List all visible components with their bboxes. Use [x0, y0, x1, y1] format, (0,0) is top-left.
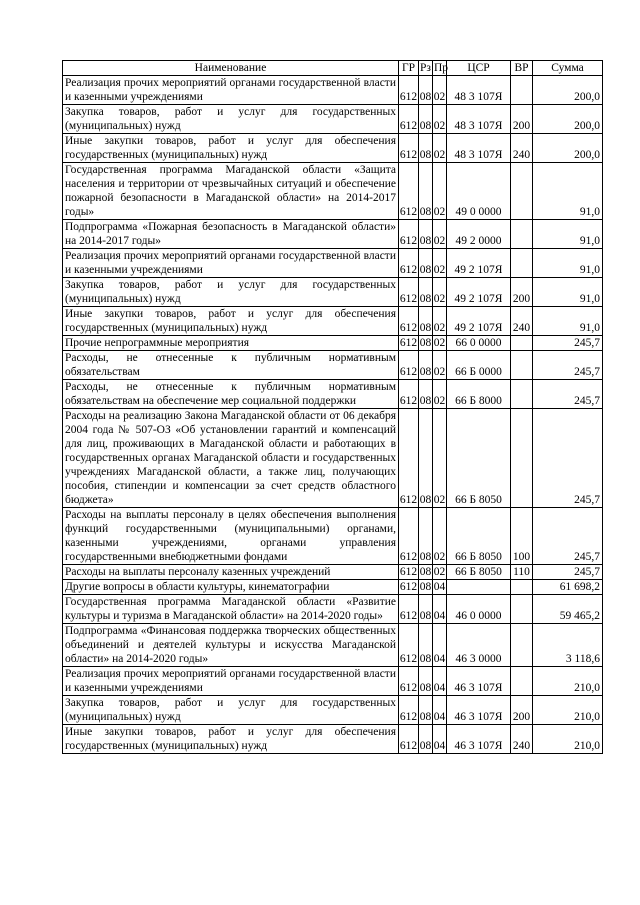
- cell-gr: 612: [399, 163, 419, 220]
- cell-pr: 02: [433, 76, 447, 105]
- cell-pr: 02: [433, 249, 447, 278]
- document-page: [62, 60, 602, 754]
- cell-csr: 48 3 107Я: [447, 76, 511, 105]
- cell-vr: 240: [511, 134, 533, 163]
- cell-vr: 240: [511, 307, 533, 336]
- cell-pr: 02: [433, 220, 447, 249]
- cell-vr: [511, 624, 533, 667]
- table-row: [63, 336, 603, 351]
- cell-pr: 02: [433, 337, 446, 349]
- cell-gr: 612: [399, 725, 419, 754]
- table-row: [63, 307, 603, 336]
- cell-sum: 3 118,6: [533, 624, 603, 667]
- cell-gr: 612: [399, 249, 419, 278]
- table-row: [63, 249, 603, 278]
- cell-vr: 110: [511, 565, 533, 580]
- cell-csr: 66 Б 0000: [447, 351, 511, 380]
- cell-name: Расходы, не отнесенные к публичным нормативным обязательствам на обеспечение мер социальной поддержки: [63, 380, 399, 409]
- cell-gr: 612: [399, 76, 419, 105]
- table-row: [63, 508, 603, 565]
- cell-name: Расходы на выплаты персоналу казенных учреждений: [63, 565, 399, 580]
- table-row: [63, 134, 603, 163]
- cell-pr: 02: [433, 105, 447, 134]
- cell-csr: 49 2 107Я: [447, 307, 511, 336]
- cell-name: Расходы, не отнесенные к публичным нормативным обязательствам: [63, 351, 399, 380]
- cell-name: Иные закупки товаров, работ и услуг для обеспечения государственных (муниципальных) нужд: [63, 134, 399, 163]
- cell-csr: 46 3 0000: [447, 624, 511, 667]
- cell-vr: [511, 667, 533, 696]
- cell-rz: 08: [419, 409, 433, 508]
- cell-rz: 08: [419, 595, 433, 624]
- cell-csr: 48 3 107Я: [447, 134, 511, 163]
- cell-gr: 612: [399, 624, 419, 667]
- cell-sum: 245,7: [533, 380, 603, 409]
- cell-pr: 04: [433, 696, 447, 725]
- table-row: [63, 725, 603, 754]
- cell-gr: 612: [399, 105, 419, 134]
- cell-sum: 91,0: [533, 278, 603, 307]
- cell-vr: [511, 76, 533, 105]
- cell-csr: 66 Б 8050: [447, 565, 511, 580]
- cell-sum: 210,0: [533, 725, 603, 754]
- cell-csr: 49 2 107Я: [447, 278, 511, 307]
- cell-pr: 02: [433, 351, 447, 380]
- cell-sum: 91,0: [533, 220, 603, 249]
- cell-gr: 612: [399, 220, 419, 249]
- table-row: [63, 409, 603, 508]
- cell-rz: 08: [419, 380, 433, 409]
- cell-vr: [511, 163, 533, 220]
- cell-vr: 240: [511, 725, 533, 754]
- cell-rz: 08: [419, 696, 433, 725]
- cell-rz: 08: [419, 163, 433, 220]
- cell-name: Закупка товаров, работ и услуг для государственных (муниципальных) нужд: [63, 278, 399, 307]
- cell-csr: 46 3 107Я: [447, 725, 511, 754]
- cell-rz: 08: [419, 351, 433, 380]
- cell-gr: 612: [399, 351, 419, 380]
- table-row: [63, 580, 603, 595]
- cell-gr: 612: [399, 508, 419, 565]
- cell-rz: 08: [419, 134, 433, 163]
- cell-csr: 49 0 0000: [447, 163, 511, 220]
- cell-sum: 200,0: [533, 134, 603, 163]
- cell-pr: 02: [433, 307, 447, 336]
- table-body: [63, 76, 603, 754]
- cell-sum: 245,7: [533, 565, 603, 580]
- cell-name: Реализация прочих мероприятий органами государственной власти и казенными учреждениями: [63, 667, 399, 696]
- cell-pr: 04: [433, 624, 447, 667]
- cell-pr: 02: [433, 134, 447, 163]
- cell-name: Подпрограмма «Финансовая поддержка творческих общественных объединений и деятелей культуры и искусства Магаданской области» на 2014-2020 годы»: [63, 624, 399, 667]
- cell-rz: 08: [419, 76, 433, 105]
- cell-sum: 210,0: [533, 696, 603, 725]
- cell-name: Государственная программа Магаданской области «Развитие культуры и туризма в Магаданской области» на 2014-2020 годы»: [63, 595, 399, 624]
- cell-gr: 612: [399, 696, 419, 725]
- cell-sum: 61 698,2: [533, 580, 603, 595]
- cell-csr: 46 3 107Я: [447, 696, 511, 725]
- table-row: [63, 163, 603, 220]
- cell-vr: [511, 351, 533, 380]
- cell-pr: 02: [433, 409, 447, 508]
- cell-sum: 200,0: [533, 105, 603, 134]
- cell-gr: 612: [399, 337, 418, 349]
- cell-csr: 49 2 107Я: [447, 249, 511, 278]
- cell-sum: 210,0: [533, 667, 603, 696]
- cell-csr: 66 0 0000: [447, 336, 511, 351]
- cell-vr: 200: [511, 696, 533, 725]
- cell-name: Реализация прочих мероприятий органами государственной власти и казенными учреждениями: [63, 76, 399, 105]
- cell-sum: 245,7: [533, 336, 603, 351]
- table-row: [63, 667, 603, 696]
- cell-sum: 91,0: [533, 307, 603, 336]
- header-name: Наименование: [63, 61, 399, 76]
- header-rz: Рз: [420, 62, 431, 74]
- cell-rz: 08: [419, 278, 433, 307]
- cell-vr: 200: [511, 278, 533, 307]
- cell-sum: 245,7: [533, 351, 603, 380]
- table-row: [63, 696, 603, 725]
- table-header-row: [63, 61, 603, 76]
- header-vr: ВР: [511, 61, 533, 76]
- cell-vr: [511, 580, 533, 595]
- cell-pr: 04: [433, 725, 447, 754]
- cell-pr: 04: [433, 595, 447, 624]
- cell-name: Другие вопросы в области культуры, кинематографии: [63, 580, 399, 595]
- header-csr: ЦСР: [447, 61, 511, 76]
- cell-rz: 08: [419, 220, 433, 249]
- cell-name: Иные закупки товаров, работ и услуг для обеспечения государственных (муниципальных) нужд: [63, 725, 399, 754]
- table-row: [63, 565, 603, 580]
- cell-vr: [511, 336, 533, 351]
- cell-name: Реализация прочих мероприятий органами государственной власти и казенными учреждениями: [63, 249, 399, 278]
- cell-gr: 612: [399, 581, 418, 593]
- cell-name: Расходы на выплаты персоналу в целях обеспечения выполнения функций государственными (муниципальными) органами, казенными учреждениями, органами управления государственными внебюджетными фондами: [63, 508, 399, 565]
- cell-name: Подпрограмма «Пожарная безопасность в Магаданской области» на 2014-2017 годы»: [63, 220, 399, 249]
- cell-vr: [511, 380, 533, 409]
- table-row: [63, 595, 603, 624]
- cell-name: Государственная программа Магаданской области «Защита населения и территории от чрезвычайных ситуаций и обеспечение пожарной безопасности в Магаданской области» на 2014-2017 годы»: [63, 163, 399, 220]
- cell-gr: 612: [399, 409, 419, 508]
- cell-gr: 612: [399, 595, 419, 624]
- cell-pr: 02: [433, 163, 447, 220]
- cell-csr: 66 Б 8050: [447, 508, 511, 565]
- cell-rz: 08: [419, 566, 432, 578]
- table-row: [63, 278, 603, 307]
- cell-sum: 91,0: [533, 163, 603, 220]
- cell-name: Иные закупки товаров, работ и услуг для обеспечения государственных (муниципальных) нужд: [63, 307, 399, 336]
- cell-gr: 612: [399, 667, 419, 696]
- cell-vr: 200: [511, 105, 533, 134]
- cell-rz: 08: [419, 337, 432, 349]
- cell-sum: 245,7: [533, 508, 603, 565]
- cell-vr: [511, 249, 533, 278]
- table-row: [63, 105, 603, 134]
- table-row: [63, 624, 603, 667]
- cell-name: Закупка товаров, работ и услуг для государственных (муниципальных) нужд: [63, 696, 399, 725]
- cell-csr: 48 3 107Я: [447, 105, 511, 134]
- cell-rz: 08: [419, 725, 433, 754]
- cell-name: Закупка товаров, работ и услуг для государственных (муниципальных) нужд: [63, 105, 399, 134]
- header-pr: Пр: [434, 62, 449, 74]
- cell-rz: 08: [419, 581, 432, 593]
- budget-table: [62, 60, 603, 754]
- cell-pr: 02: [433, 278, 447, 307]
- cell-sum: 245,7: [533, 409, 603, 508]
- cell-vr: 100: [511, 508, 533, 565]
- cell-rz: 08: [419, 508, 433, 565]
- cell-pr: 02: [433, 380, 447, 409]
- cell-gr: 612: [399, 307, 419, 336]
- cell-rz: 08: [419, 307, 433, 336]
- cell-pr: 04: [433, 581, 446, 593]
- cell-sum: 200,0: [533, 76, 603, 105]
- cell-rz: 08: [419, 105, 433, 134]
- cell-pr: 02: [433, 566, 446, 578]
- cell-sum: 91,0: [533, 249, 603, 278]
- table-row: [63, 76, 603, 105]
- cell-csr: 66 Б 8000: [447, 380, 511, 409]
- cell-csr: 66 Б 8050: [447, 409, 511, 508]
- header-gr: ГР: [399, 61, 419, 76]
- cell-sum: 59 465,2: [533, 595, 603, 624]
- cell-vr: [511, 595, 533, 624]
- cell-csr: 46 0 0000: [447, 595, 511, 624]
- cell-gr: 612: [399, 566, 418, 578]
- cell-csr: [447, 580, 511, 595]
- table-row: [63, 351, 603, 380]
- cell-rz: 08: [419, 667, 433, 696]
- table-row: [63, 220, 603, 249]
- cell-vr: [511, 220, 533, 249]
- cell-vr: [511, 409, 533, 508]
- cell-rz: 08: [419, 249, 433, 278]
- cell-name: Расходы на реализацию Закона Магаданской области от 06 декабря 2004 года № 507-ОЗ «Об установлении гарантий и компенсаций для лиц, проживающих в Магаданской области и работающих в государственных органах Магаданской области и государственных учреждениях Магаданской области, а также лиц, получающих пособия, стипендии и компенсации за счет средств областного бюджета»: [63, 409, 399, 508]
- cell-name: Прочие непрограммные мероприятия: [63, 336, 399, 351]
- cell-rz: 08: [419, 624, 433, 667]
- cell-csr: 46 3 107Я: [447, 667, 511, 696]
- table-row: [63, 380, 603, 409]
- cell-pr: 02: [433, 508, 447, 565]
- cell-pr: 04: [433, 667, 447, 696]
- header-sum: Сумма: [533, 61, 603, 76]
- cell-gr: 612: [399, 380, 419, 409]
- cell-gr: 612: [399, 134, 419, 163]
- cell-csr: 49 2 0000: [447, 220, 511, 249]
- cell-gr: 612: [399, 278, 419, 307]
